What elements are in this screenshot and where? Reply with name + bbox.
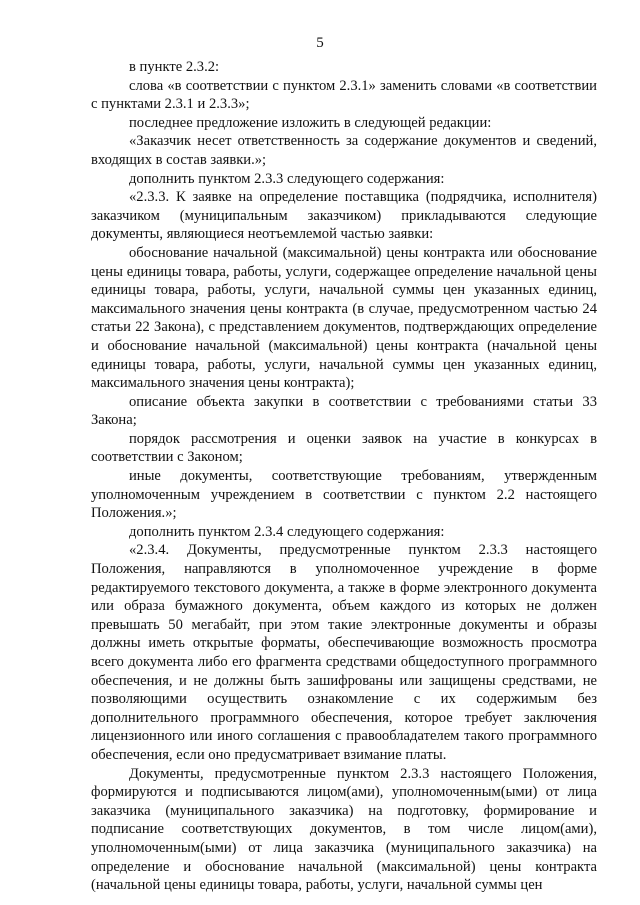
paragraph-procurement-object: описание объекта закупки в соответствии с требованиями статьи 33 Закона;	[91, 393, 597, 429]
paragraph-price-justification: обоснование начальной (максимальной) цены контракта или обоснование цены единицы товара, работы, услуги, содержащее определение начальной цены единицы товара, работы, услуги, начальной суммы цен указанных единиц, максимального значения цены контракта (в случае, предусмотренном частью 24 статьи 22 Закона), с представлением документов, подтверждающих определение и обоснование начальной (максимальной) цены контракта (начальной цены единицы товара, работы, услуги, начальной суммы цен указанных единиц, максимального значения цены контракта);	[91, 244, 597, 392]
paragraph-clause-2-3-2: в пункте 2.3.2:	[129, 59, 220, 75]
paragraph-evaluation-procedure: порядок рассмотрения и оценки заявок на участие в конкурсах в соответствии с Законом;	[91, 430, 597, 466]
paragraph-add-2-3-3: дополнить пунктом 2.3.3 следующего содержания:	[129, 170, 445, 187]
paragraph-clause-2-3-4: «2.3.4. Документы, предусмотренные пунктом 2.3.3 настоящего Положения, направляются в уполномоченное учреждение в форме редактируемого текстового документа, а также в форме электронного документа или образа бумажного документа, объем каждого из которых не должен превышать 50 мегабайт, при этом такие электронные документы и образы должны иметь открытые форматы, обеспечивающие возможность просмотра всего документа либо его фрагмента средствами общедоступного программного обеспечения, и не должны быть зашифрованы или защищены средствами, не позволяющими осуществить ознакомление с их содержимым без дополнительного программного обеспечения, которое требует заключения лицензионного или иного соглашения с правообладателем такого программного обеспечения, если оно предусматривает взимание платы.	[91, 542, 597, 763]
paragraph-documents-signing: Документы, предусмотренные пунктом 2.3.3 настоящего Положения, формируются и подписываются лицом(ами), уполномоченным(ыми) от лица заказчика (муниципального заказчика) на подготовку, формирование и подписание соответствующих документов, в том числе лицом(ами), уполномоченным(ыми) от лица заказчика (муниципального заказчика) на определение и обоснование начальной (максимальной) цены контракта (начальной цены единицы товара, работы, услуги, начальной суммы цен	[91, 765, 597, 894]
paragraph-customer-responsibility: «Заказчик несет ответственность за содержание документов и сведений, входящих в состав заявки.»;	[91, 133, 597, 168]
document-body	[91, 58, 597, 895]
paragraph-clause-2-3-3: «2.3.3. К заявке на определение поставщика (подрядчика, исполнителя) заказчиком (муниципальным заказчиком) прикладываются следующие документы, являющиеся неотъемлемой частью заявки:	[91, 189, 597, 243]
paragraph-replace-words: слова «в соответствии с пунктом 2.3.1» заменить словами «в соответствии с пунктами 2.3.1 и 2.3.3»;	[91, 77, 597, 113]
paragraph-add-2-3-4: дополнить пунктом 2.3.4 следующего содержания:	[129, 523, 445, 540]
paragraph-other-documents: иные документы, соответствующие требованиям, утвержденным уполномоченным учреждением в соответствии с пунктом 2.2 настоящего Положения.»;	[91, 468, 597, 522]
page-number: 5	[316, 35, 324, 51]
paragraph-last-sentence: последнее предложение изложить в следующей редакции:	[129, 114, 492, 131]
